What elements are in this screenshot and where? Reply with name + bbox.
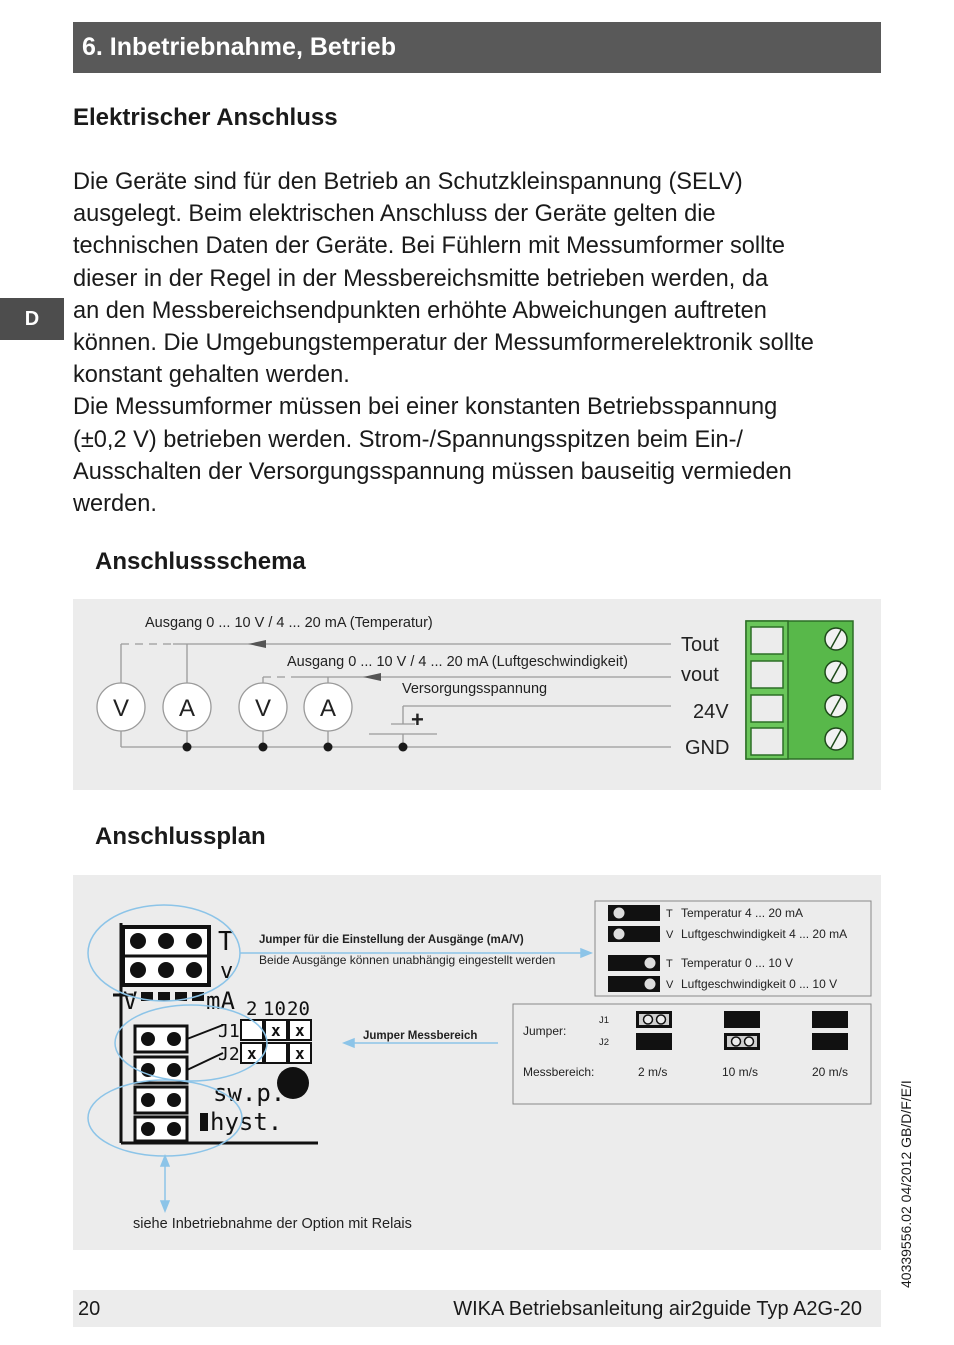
paragraph-line: technischen Daten der Geräte. Bei Fühlern mit Messumformer sollte xyxy=(73,233,786,260)
terminal-label: Tout xyxy=(681,634,719,656)
connection-plan-svg xyxy=(73,875,881,1250)
range-value: 10 m/s xyxy=(722,1065,759,1079)
legend-letter: V xyxy=(666,929,674,941)
paragraph-line: dieser in der Regel in der Messbereichsmitte betrieben werden, da xyxy=(73,265,769,292)
language-tab: D xyxy=(0,298,64,340)
plus-sign: + xyxy=(411,707,424,732)
paragraph-line: werden. xyxy=(73,491,157,518)
board-label-v: v xyxy=(220,959,234,984)
legend-text: Luftgeschwindigkeit 4 ... 20 mA xyxy=(681,927,848,941)
board-label-swp: sw.p. xyxy=(213,1079,286,1107)
label-supply-voltage: Versorgungsspannung xyxy=(402,681,548,697)
meter-label: V xyxy=(254,695,272,722)
meter-label: A xyxy=(178,695,196,722)
legend-letter: V xyxy=(666,979,674,991)
junction-dot xyxy=(259,743,268,752)
jumper-output-title: Jumper für die Einstellung der Ausgänge (mA/V) xyxy=(259,934,524,946)
meter-a1 xyxy=(163,683,211,731)
schema-heading: Anschlussschema xyxy=(95,548,306,575)
range-jumper-label: Jumper: xyxy=(523,1024,567,1038)
range-j2-label: J2 xyxy=(599,1037,610,1048)
jumper-output-description: Beide Ausgänge können unabhängig eingestellt werden xyxy=(259,953,556,967)
board-x-mark: x xyxy=(271,1021,281,1040)
relay-jumper-pins xyxy=(135,1087,187,1141)
terminal-label: 24V xyxy=(693,701,729,723)
board-x-mark: x xyxy=(295,1044,305,1063)
body-text xyxy=(73,166,883,520)
legend-text: Temperatur 4 ... 20 mA xyxy=(681,906,804,920)
junction-dot xyxy=(183,743,192,752)
board-label-10: 10 xyxy=(263,998,286,1020)
meter-a2 xyxy=(304,683,352,731)
range-table-box xyxy=(513,1004,871,1104)
output-jumper-block xyxy=(123,927,209,985)
meter-v1 xyxy=(97,683,145,731)
board-label-v-ma: V xyxy=(123,987,138,1015)
legend-text: Temperatur 0 ... 10 V xyxy=(681,956,794,970)
board-x-mark: x xyxy=(295,1021,305,1040)
jumper-range-title: Jumper Messbereich xyxy=(363,1030,478,1042)
junction-dot xyxy=(399,743,408,752)
paragraph-line: Die Geräte sind für den Betrieb an Schutzkleinspannung (SELV) xyxy=(73,169,743,195)
meter-label: V xyxy=(112,695,130,722)
range-j1-label: J1 xyxy=(599,1015,610,1026)
board-label-2: 2 xyxy=(246,998,258,1020)
section-heading: Elektrischer Anschluss xyxy=(73,104,338,131)
paragraph-line: Die Messumformer müssen bei einer konstanten Betriebsspannung xyxy=(73,394,778,421)
legend-letter: T xyxy=(666,908,673,920)
paragraph-line: können. Die Umgebungstemperatur der Messumformerelektronik sollte xyxy=(73,330,814,357)
page-footer xyxy=(73,1290,881,1327)
footer-title: WIKA Betriebsanleitung air2guide Typ A2G-20 xyxy=(453,1298,862,1320)
junction-dot xyxy=(324,743,333,752)
label-temperature-output: Ausgang 0 ... 10 V / 4 ... 20 mA (Temperatur) xyxy=(145,615,433,631)
meter-v2 xyxy=(239,683,287,731)
terminal-label: vout xyxy=(681,664,719,686)
chapter-title: 6. Inbetriebnahme, Betrieb xyxy=(82,33,396,61)
document-code: 40339556.02 04/2012 GB/D/F/E/I xyxy=(898,1080,914,1288)
range-value: 2 m/s xyxy=(638,1065,668,1079)
legend-text: Luftgeschwindigkeit 0 ... 10 V xyxy=(681,977,838,991)
board-label-t: T xyxy=(218,927,234,957)
meter-label: A xyxy=(319,695,337,722)
board-label-20: 20 xyxy=(287,998,310,1020)
page-number: 20 xyxy=(78,1298,101,1320)
paragraph-line: Ausschalten der Versorgungsspannung müssen bauseitig vermieden xyxy=(73,458,792,485)
range-value: 20 m/s xyxy=(812,1065,849,1079)
paragraph-line: an den Messbereichsendpunkten erhöhte Abweichungen auftreten xyxy=(73,297,767,324)
board-label-j1: J1 xyxy=(218,1021,240,1042)
legend-letter: T xyxy=(666,958,673,970)
board-label-j2: J2 xyxy=(218,1044,240,1065)
relay-note: siehe Inbetriebnahme der Option mit Relais xyxy=(133,1216,412,1232)
paragraph-line: (±0,2 V) betrieben werden. Strom-/Spannungsspitzen beim Ein-/ xyxy=(73,426,743,453)
chapter-header xyxy=(73,22,881,73)
paragraph-line: ausgelegt. Beim elektrischen Anschluss der Geräte gelten die xyxy=(73,201,716,228)
label-airspeed-output: Ausgang 0 ... 10 V / 4 ... 20 mA (Luftgeschwindigkeit) xyxy=(287,654,628,670)
board-x-mark: x xyxy=(247,1044,257,1063)
range-label: Messbereich: xyxy=(523,1065,595,1079)
wiring-schema-diagram xyxy=(73,599,881,790)
range-jumper-pins xyxy=(135,1026,187,1083)
board-label-hyst: hyst. xyxy=(210,1108,283,1136)
wiring-schema-svg xyxy=(73,599,881,790)
plan-heading: Anschlussplan xyxy=(95,823,266,850)
paragraph-line: konstant gehalten werden. xyxy=(73,362,350,389)
terminal-label: GND xyxy=(685,737,730,759)
connection-plan-diagram xyxy=(73,875,881,1250)
terminal-block xyxy=(746,621,853,759)
board-label-ma: mA xyxy=(206,987,235,1015)
